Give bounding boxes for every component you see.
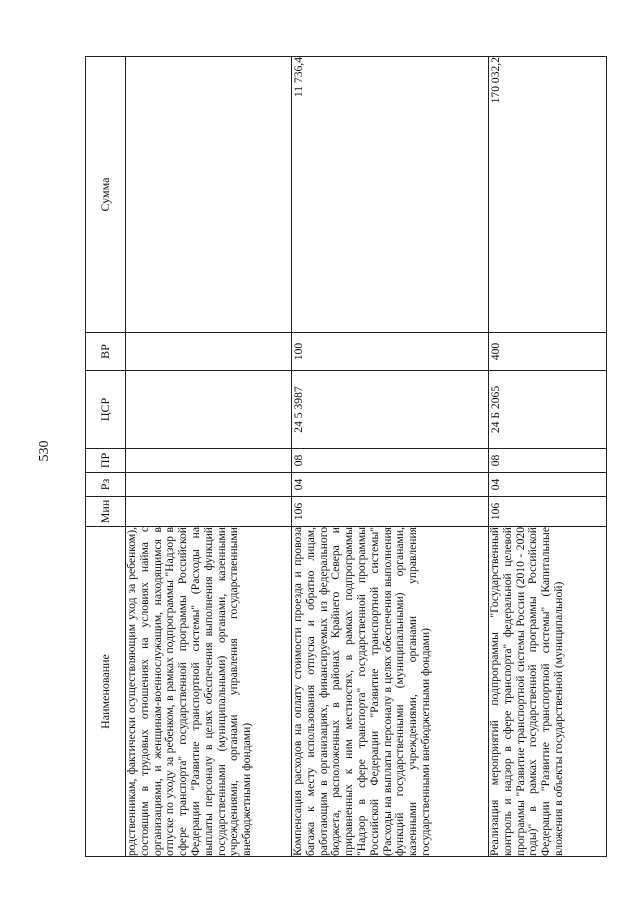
header-rz: Рз bbox=[86, 473, 126, 497]
row-rz: 04 bbox=[292, 473, 489, 497]
row-sum bbox=[126, 57, 292, 333]
row-csr: 24 5 3987 bbox=[292, 371, 489, 449]
row-pr: 08 bbox=[489, 449, 607, 473]
row-csr bbox=[126, 371, 292, 449]
table-row bbox=[489, 57, 607, 857]
row-min: 106 bbox=[292, 497, 489, 527]
table-header-row bbox=[86, 57, 126, 857]
header-min: Мин bbox=[86, 497, 126, 527]
row-vr bbox=[126, 333, 292, 371]
row-rz: 04 bbox=[489, 473, 607, 497]
row-csr: 24 Б 2065 bbox=[489, 371, 607, 449]
row-pr: 08 bbox=[292, 449, 489, 473]
row-name: родственникам, фактически осуществляющим уход за ребенком), состоящим в трудовых отношениях на условиях найма с организациями, и женщинам-военнослужащим, находящимся в отпуске по уходу за ребенком, в рамках подпрограммы "Надзор в сфере транспорта" государственной программы Российской Федерации "Развитие транспортной системы" (Расходы на выплаты персоналу в целях обеспечения выполнения функций государственными (муниципальными) органами, казенными учреждениями, органами управления государственными внебюджетными фондами) bbox=[126, 527, 292, 857]
row-sum: 11 736,4 bbox=[292, 57, 489, 333]
header-name: Наименование bbox=[86, 527, 126, 857]
budget-table bbox=[85, 56, 607, 857]
row-min bbox=[126, 497, 292, 527]
header-pr: ПР bbox=[86, 449, 126, 473]
row-pr bbox=[126, 449, 292, 473]
row-min: 106 bbox=[489, 497, 607, 527]
row-name: Реализация мероприятий подпрограммы "Государственный контроль и надзор в сфере транспорта" федеральной целевой программы "Развитие транспортной системы России (2010 - 2020 годы)" в рамках государственной программы Российской Федерации "Развитие транспортной системы" (Капитальные вложения в объекты государственной (муниципальной) bbox=[489, 527, 607, 857]
table-row bbox=[126, 57, 292, 857]
row-vr: 400 bbox=[489, 333, 607, 371]
row-vr: 100 bbox=[292, 333, 489, 371]
page-number: 530 bbox=[37, 440, 52, 462]
row-name: Компенсация расходов на оплату стоимости проезда и провоза багажа к месту использования отпуска и обратно лицам, работающим в организациях, финансируемых из федерального бюджета, расположенных в районах Крайнего Севера и приравненных к ним местностях, в рамках подпрограммы "Надзор в сфере транспорта" государственной программы Российской Федерации "Развитие транспортной системы" (Расходы на выплаты персоналу в целях обеспечения выполнения функций государственными (муниципальными) органами, казенными учреждениями, органами управления государственными внебюджетными фондами) bbox=[292, 527, 489, 857]
header-sum: Сумма bbox=[86, 57, 126, 333]
table-row bbox=[292, 57, 489, 857]
rotated-page-content bbox=[85, 57, 606, 857]
header-csr: ЦСР bbox=[86, 371, 126, 449]
row-rz bbox=[126, 473, 292, 497]
row-sum: 170 032,2 bbox=[489, 57, 607, 333]
header-vr: ВР bbox=[86, 333, 126, 371]
